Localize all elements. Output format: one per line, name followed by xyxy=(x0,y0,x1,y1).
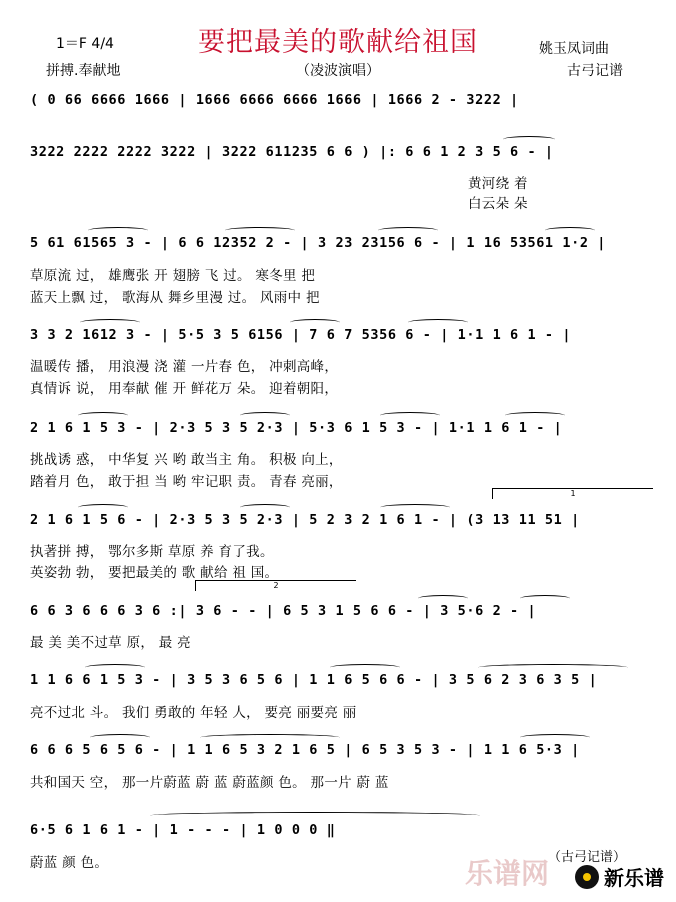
slur xyxy=(545,227,595,234)
lyric-row-8a: 亮不过北 斗。 我们 勇敢的 年轻 人， 要亮 丽要亮 丽 xyxy=(30,705,357,721)
lyric-row-6a: 执著拼 搏， 鄂尔多斯 草原 养 育了我。 xyxy=(30,544,274,560)
slur xyxy=(78,412,128,419)
score-row-6: 2 1 6 1 5 6 - | 2·3 5 3 5 2·3 | 5 2 3 2 1 6 1 - | (3 13 11 51 | xyxy=(30,512,580,528)
key-signature: 1＝F 4/4 xyxy=(56,36,114,52)
score-row-10: 6·5 6 1 6 1 - | 1 - - - | 1 0 0 0 ‖ xyxy=(30,822,336,838)
slur xyxy=(503,136,555,143)
slur xyxy=(330,664,400,671)
lyric-row-5b: 踏着月 色， 敢于担 当 哟 牢记职 责。 青春 亮丽， xyxy=(30,474,343,490)
score-row-7: 6 6 3 6 6 6 3 6 :| 3 6 - - | 6 5 3 1 5 6 6 - | 3 5·6 2 - | xyxy=(30,603,537,619)
lyric-row-9a: 共和国天 空， 那一片蔚蓝 蔚 蓝 蔚蓝颜 色。 那一片 蔚 蓝 xyxy=(30,775,389,791)
slur xyxy=(408,319,468,326)
slur xyxy=(380,412,440,419)
lyrics-music-credit: 姚玉凤词曲 xyxy=(539,41,609,57)
slur xyxy=(225,227,295,234)
vinyl-icon xyxy=(575,865,599,889)
score-row-9: 6 6 6 5 6 5 6 - | 1 1 6 5 3 2 1 6 5 | 6 5 3 5 3 - | 1 1 6 5·3 | xyxy=(30,742,580,758)
score-row-8: 1 1 6 6 1 5 3 - | 3 5 3 6 5 6 | 1 1 6 5 6 6 - | 3 5 6 2 3 6 3 5 | xyxy=(30,672,598,688)
site-name: 新乐谱 xyxy=(604,866,664,890)
slur xyxy=(478,664,628,671)
tie xyxy=(150,812,480,819)
lyric-row-4b: 真情诉 说， 用奉献 催 开 鲜花万 朵。 迎着朝阳， xyxy=(30,381,339,397)
singer-credit: （凌波演唱） xyxy=(296,63,380,79)
score-row-1: ( 0 66 6666 1666 | 1666 6666 6666 1666 | 1666 2 - 3222 | xyxy=(30,92,519,108)
slur xyxy=(505,412,565,419)
lyric-row-6b: 英姿勃 勃， 要把最美的 歌 献给 祖 国。 xyxy=(30,565,279,581)
lyric-row-3a: 草原流 过， 雄鹰张 开 翅膀 飞 过。 寒冬里 把 xyxy=(30,268,316,284)
lyric-row-3b: 蓝天上飘 过， 歌海从 舞乡里漫 过。 风雨中 把 xyxy=(30,290,320,306)
slur xyxy=(380,504,450,511)
slur xyxy=(240,504,290,511)
slur xyxy=(78,504,128,511)
transcriber-tag: （古弓记谱） xyxy=(548,850,627,865)
lyric-row-5a: 挑战诱 惑， 中华复 兴 哟 敢当主 角。 积极 向上， xyxy=(30,452,343,468)
lyric-row-10a: 蔚蓝 颜 色。 xyxy=(30,855,109,871)
slur xyxy=(80,319,140,326)
score-row-3: 5 61 61565 3 - | 6 6 12352 2 - | 3 23 23156 6 - | 1 16 53561 1·2 | xyxy=(30,235,607,251)
slur xyxy=(378,227,438,234)
lyric-row-7a: 最 美 美不过草 原， 最 亮 xyxy=(30,635,191,651)
transcriber-credit: 古弓记谱 xyxy=(567,63,623,79)
lyric-row-4a: 温暖传 播， 用浪漫 浇 灌 一片春 色， 冲刺高峰， xyxy=(30,359,339,375)
slur xyxy=(85,664,145,671)
watermark: 乐谱网 xyxy=(465,857,550,890)
slur xyxy=(520,734,590,741)
slur xyxy=(240,412,290,419)
slur xyxy=(200,734,340,741)
volta-1: 1 xyxy=(492,488,653,499)
slur xyxy=(88,227,148,234)
score-row-5: 2 1 6 1 5 3 - | 2·3 5 3 5 2·3 | 5·3 6 1 5 3 - | 1·1 1 6 1 - | xyxy=(30,420,563,436)
score-row-4: 3 3 2 1612 3 - | 5·5 3 5 6156 | 7 6 7 5356 6 - | 1·1 1 6 1 - | xyxy=(30,327,572,343)
site-logo[interactable] xyxy=(575,862,664,891)
volta-2: 2 xyxy=(195,580,356,591)
slur xyxy=(520,595,570,602)
lyric-row-2a: 黄河绕 着 xyxy=(468,176,528,192)
score-row-2: 3222 2222 2222 3222 | 3222 611235 6 6 ) |: 6 6 1 2 3 5 6 - | xyxy=(30,144,554,160)
slur xyxy=(290,319,340,326)
slur xyxy=(90,734,150,741)
lyric-row-2b: 白云朵 朵 xyxy=(468,196,528,212)
expression-mark: 拼搏.奉献地 xyxy=(46,63,121,79)
slur xyxy=(418,595,468,602)
page-title: 要把最美的歌献给祖国 xyxy=(198,27,478,58)
